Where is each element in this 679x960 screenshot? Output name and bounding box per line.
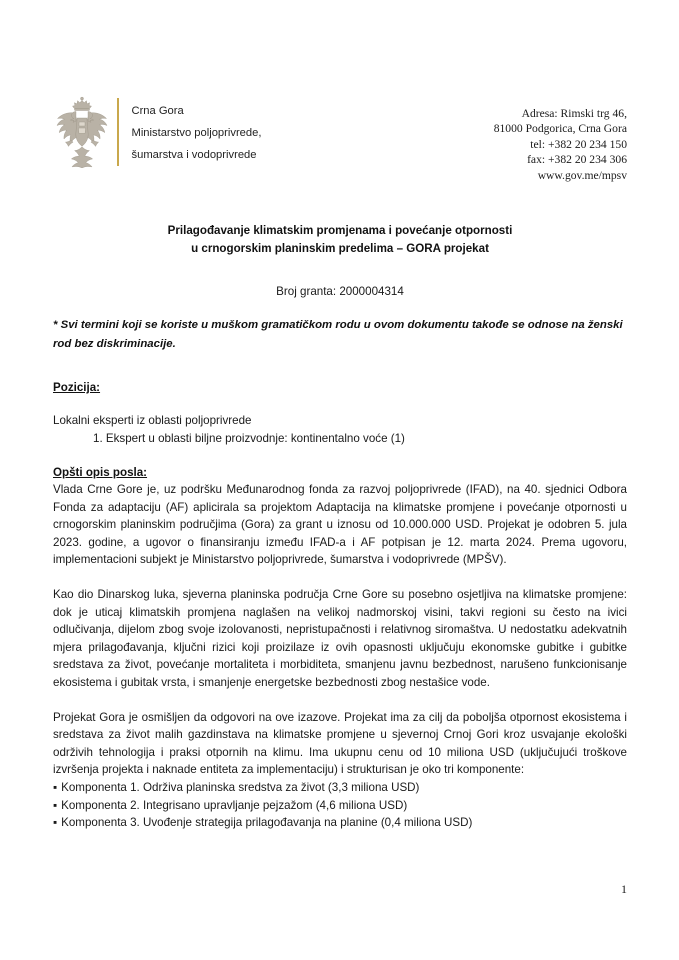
country-label: Crna Gora bbox=[131, 105, 184, 117]
title-block bbox=[53, 222, 627, 300]
letterhead bbox=[53, 96, 627, 183]
position-item-1: 1. Ekspert u oblasti biljne proizvodnje: kontinentalno voće (1) bbox=[93, 431, 405, 445]
list-item bbox=[53, 797, 627, 815]
list-item bbox=[53, 779, 627, 797]
position-description: Lokalni eksperti iz oblasti poljoprivrede bbox=[53, 414, 252, 427]
fax-line: fax: +382 20 234 306 bbox=[527, 153, 627, 167]
description-paragraph-2: Kao dio Dinarskog luka, sjeverna planinska područja Crne Gore su posebno osjetljiva na klimatske promjene: dok je uticaj klimatskih promjena naglašen na velikoj nadmorskoj visini, takvi regioni su često na ivici odlučivanja, dijelom zbog svoje izolovanosti, nepristupačnosti i relativnog siromaštva. U nedostatku adekvatnih mjera prilagođavanja, ključni rizici koji proizilaze iz ovih opasnosti uključuju ekonomske gubitke i gubitke sredstava za život, povećanje mortaliteta i morbiditeta, smanjenu javnu bezbednost, narušeno funkcionisanje ekosistema i gubitak vrsta, i smanjenje energetske bezbednosti zbog nestašice vode. bbox=[53, 587, 627, 689]
document-title-line-2: u crnogorskim planinskim predelima – GORA projekat bbox=[191, 242, 489, 255]
description-paragraph-3: Projekat Gora je osmišljen da odgovori na ove izazove. Projekat ima za cilj da poboljša otpornost ekosistema i sredstava za život malih gazdinstava na klimatske promjene u sjevernoj Crnoj Gori kroz usvajanje ekološki održivih tehnologija i praksi otpornih na klimu. Ima ukupnu cenu od 10 miliona USD (uključujući troškove izvršenja projekta i naknade entiteta za implementaciju) i strukturisan je oko tri komponente: bbox=[53, 710, 627, 777]
spacer bbox=[53, 569, 627, 586]
spacer bbox=[53, 447, 627, 464]
ministry-line-2: šumarstva i vodoprivrede bbox=[131, 149, 257, 161]
spacer bbox=[53, 396, 627, 412]
description-section-heading: Opšti opis posla: bbox=[53, 466, 148, 479]
component-2-label: Komponenta 2. Integrisano upravljanje pejzažom (4,6 miliona USD) bbox=[61, 798, 408, 812]
contact-block bbox=[494, 96, 627, 183]
telephone-line: tel: +382 20 234 150 bbox=[530, 137, 627, 151]
page-number: 1 bbox=[621, 882, 627, 896]
ministry-line-1: Ministarstvo poljoprivrede, bbox=[131, 127, 262, 139]
gender-disclaimer: * Svi termini koji se koriste u muškom gramatičkom rodu u ovom dokumentu takođe se odnose na ženski rod bez diskriminacije. bbox=[53, 319, 623, 350]
website-line: www.gov.me/mpsv bbox=[537, 168, 627, 182]
grant-number: Broj granta: 2000004314 bbox=[276, 285, 404, 298]
list-item bbox=[53, 814, 627, 832]
document-body bbox=[53, 316, 627, 832]
document-title-line-1: Prilagođavanje klimatskim promjenama i povećanje otpornosti bbox=[167, 224, 513, 237]
bullet-icon: ▪ bbox=[53, 816, 58, 830]
montenegro-coat-of-arms-icon bbox=[53, 96, 111, 168]
letterhead-gold-divider bbox=[117, 98, 119, 166]
spacer bbox=[53, 692, 627, 709]
address-line-1: Adresa: Rimski trg 46, bbox=[521, 107, 627, 120]
address-line-2: 81000 Podgorica, Crna Gora bbox=[493, 122, 627, 136]
component-1-label: Komponenta 1. Održiva planinska sredstva za život (3,3 miliona USD) bbox=[61, 780, 420, 794]
description-paragraph-1: Vlada Crne Gore je, uz podršku Međunarodnog fonda za razvoj poljoprivrede (IFAD), na 40. sjednici Odbora Fonda za adaptaciju (AF) aplicirala sa projektom Adaptacija na klimatske promjene i povećanje otpornosti u crnogorskim planinskim područjima (Gora) za grant u iznosu od 10.000.000 USD. Projekat je odobren 5. jula 2023. godine, a ugovor o finansiranju između IFAD-a i AF potpisan je 12. marta 2024. Prema ugovoru, implementacioni subjekt je Ministarstvo poljoprivrede, šumarstva i vodoprivrede (MPŠV). bbox=[53, 483, 627, 567]
document-title bbox=[53, 222, 627, 258]
position-section-heading: Pozicija: bbox=[53, 381, 101, 394]
ministry-name-block bbox=[132, 96, 262, 168]
bullet-icon: ▪ bbox=[53, 798, 58, 812]
letterhead-identity bbox=[53, 96, 261, 168]
component-3-label: Komponenta 3. Uvođenje strategija prilagođavanja na planine (0,4 miliona USD) bbox=[61, 816, 473, 830]
bullet-icon: ▪ bbox=[53, 780, 58, 794]
